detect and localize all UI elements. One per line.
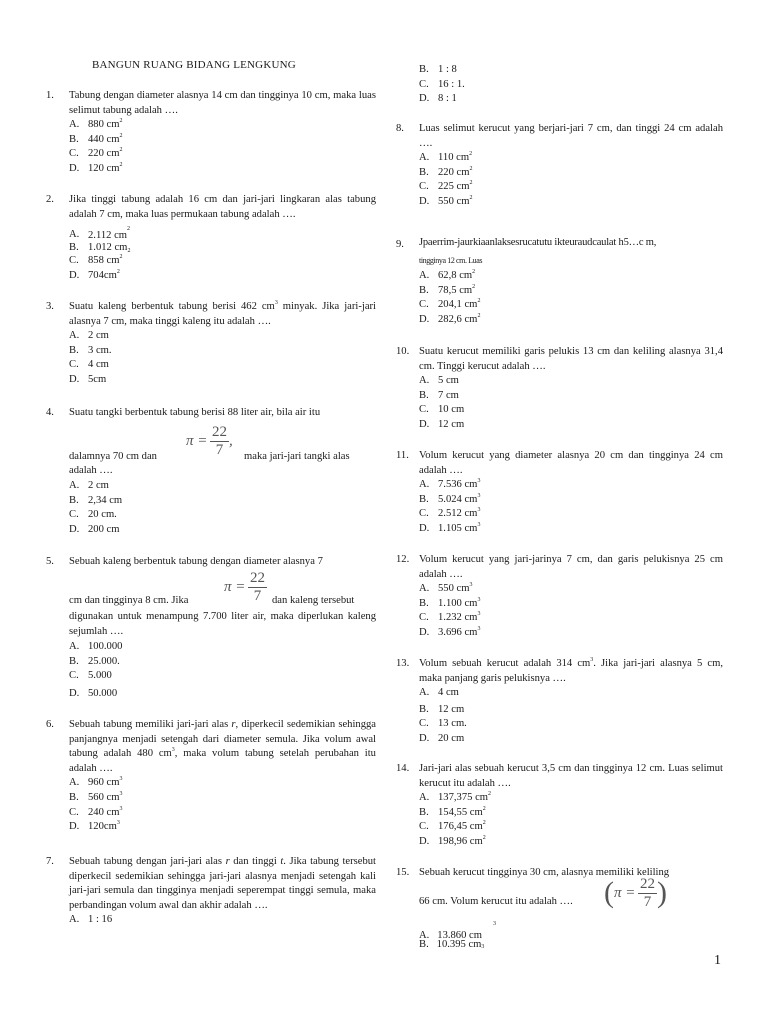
option-b: B. 3 cm. (69, 344, 112, 356)
question-number: 14. (396, 763, 410, 774)
question-stem: Tabung dengan diameter alasnya 14 cm dan tingginya 10 cm, maka luas selimut tabung adalah …. (69, 90, 376, 116)
option-d: D. 282,6 $cm^2$ (419, 312, 481, 325)
option-c: C. 10 cm (419, 404, 465, 416)
question-6 (46, 718, 376, 835)
question-15-line1: Sebuah kerucut tingginya 30 cm, alasnya memiliki keliling (419, 867, 670, 878)
question-7-options-continued (419, 63, 719, 107)
question-4-line2: dalamnya 70 cm dan π = $\frac{22}{7}$ , maka jari-jari tangki alas (69, 424, 350, 462)
option-a: A. 550 $cm^3$ (419, 582, 473, 595)
option-d: D. 8 : 1 (419, 93, 457, 105)
option-c: C. 204,1 $cm^2$ (419, 298, 481, 311)
option-b: B. 7 cm (419, 389, 459, 401)
option-a: A. 110 $cm^2$ (419, 151, 473, 164)
option-b: B. 2,34 cm (69, 494, 123, 506)
question-stem: Sebuah tabung dengan jari-jari alas r dan tinggi t. Jika tabung tersebut diperkecil sedemikian sehingga jari-jari alasnya menjadi setengah kali jari-jari semula dan tingginya menjadi seperempat tinggi semula, maka perbandingan volum awal dan akhir adalah …. (69, 856, 376, 911)
question-15-exp: 3 (493, 921, 496, 927)
option-b: B. 1.012 $cm^2$ (69, 242, 131, 254)
option-c: C. 176,45 $cm^2$ (419, 820, 486, 833)
question-stem: Suatu kerucut memiliki garis pelukis 13 cm dan keliling alasnya 31,4 cm. Tinggi kerucut adalah …. (419, 346, 723, 372)
option-b: B. 154,55 $cm^2$ (419, 805, 486, 818)
question-9-garbled-stem: Jpaerrim-jaurkiaanlaksesrucatutu ikteuraudcaulat h5…c m, (419, 237, 657, 248)
question-4-line1: Suatu tangki berbentuk tabung berisi 88 liter air, bila air itu (69, 407, 321, 418)
question-9-options (419, 269, 719, 327)
option-d: D. 20 cm (419, 732, 465, 744)
option-a: A. 2 cm (69, 330, 109, 342)
question-5-line2: cm dan tingginya 8 cm. Jika π = $\frac{22}{7}$ dan kaleng tersebut (69, 570, 355, 606)
option-a: A. 2 cm (69, 480, 109, 491)
question-9-number: 9. (396, 239, 404, 250)
option-c: C. 1.232 $cm^3$ (419, 611, 481, 624)
option-d: D. $120cm^3$ (69, 820, 120, 833)
question-3 (46, 300, 376, 388)
question-5-number: 5. (46, 556, 54, 567)
pi-fraction: $\frac{22}{7}$ (212, 424, 228, 458)
question-stem: Volum sebuah kerucut adalah 314 $cm^3$. Jika jari-jari alasnya 5 cm, maka panjang garis pelukisnya …. (419, 657, 723, 684)
option-c: C. 240 $cm^3$ (69, 805, 123, 818)
question-number: 6. (46, 719, 54, 730)
option-b: B. 78,5 $cm^2$ (419, 283, 476, 296)
question-number: 7. (46, 856, 54, 867)
question-10 (396, 345, 723, 433)
question-stem: Suatu kaleng berbentuk tabung berisi 462 $cm^3$ minyak. Jika jari-jari alasnya 7 cm, maka tinggi kaleng itu adalah …. (69, 300, 376, 327)
option-c: C. 20 cm. (69, 509, 117, 521)
pi-fraction: $\frac{22}{7}$ (640, 876, 656, 910)
option-a: A. 1 : 16 (69, 914, 113, 926)
question-5-line3: digunakan untuk menampung 7.700 liter air, maka diperlukan kaleng sejumlah …. (69, 611, 376, 637)
question-1 (46, 89, 376, 177)
pi-fraction: $\frac{22}{7}$ (250, 570, 266, 604)
option-c: C. 5.000 (69, 670, 112, 682)
option-b: B. 12 cm (419, 703, 465, 715)
option-a: A. 5 cm (419, 375, 459, 387)
question-5-line1: Sebuah kaleng berbentuk tabung dengan diameter alasnya 7 (69, 556, 323, 567)
question-number: 12. (396, 554, 410, 565)
option-b: B. 5.024 $cm^3$ (419, 492, 481, 505)
question-15-option-a: A. 13.860 cm (419, 930, 482, 941)
option-d: D. 550 $cm^2$ (419, 194, 473, 207)
option-b: B. 25.000. (69, 655, 120, 667)
question-13 (396, 657, 723, 747)
option-a: A. 2.112 $cm^2$ (69, 226, 131, 241)
option-c: C. 225 $cm^2$ (419, 180, 473, 193)
question-stem: Volum kerucut yang jari-jarinya 7 cm, dan garis pelukisnya 25 cm adalah …. (419, 554, 723, 580)
option-a: A. 880 $cm^2$ (69, 118, 123, 131)
option-c: C. 16 : 1. (419, 78, 465, 90)
question-number: 3. (46, 301, 54, 312)
question-number: 8. (396, 123, 404, 134)
option-b: B. 560 $cm^3$ (69, 790, 123, 803)
option-a: A. 137,375 $cm^2$ (419, 791, 492, 804)
question-8 (396, 122, 723, 210)
option-d: D. 1.105 $cm^3$ (419, 521, 481, 534)
option-c: C. 13 cm. (419, 718, 467, 730)
option-d: D. 3.696 $cm^3$ (419, 625, 481, 638)
question-15-option-b: B. 10.395 $cm^3$ (419, 939, 485, 950)
option-d: D. 12 cm (419, 418, 465, 430)
question-number: 11. (396, 450, 409, 461)
question-4-options (69, 479, 369, 537)
question-14 (396, 762, 723, 850)
option-b: B. 440 $cm^2$ (69, 132, 123, 145)
question-stem: Sebuah tabung memiliki jari-jari alas r, diperkecil sedemikian sehingga panjangnya menjadi setengah dari diameter semula. Jika volum awal tabung adalah 480 $cm^3$, maka volum tabung setelah perubahan itu adalah …. (69, 719, 376, 774)
question-15-line2: 66 cm. Volum kerucut itu adalah …. (419, 896, 573, 907)
question-stem: Volum kerucut yang diameter alasnya 20 cm dan tingginya 24 cm adalah …. (419, 450, 723, 476)
question-4-number: 4. (46, 407, 54, 418)
question-number: 1. (46, 90, 54, 101)
question-2-options (69, 226, 369, 283)
option-d: D. 198,96 $cm^2$ (419, 834, 486, 847)
option-b: B. 220 $cm^2$ (419, 165, 473, 178)
option-a: A. 4 cm (419, 687, 459, 699)
option-a: A. 100.000 (69, 641, 123, 652)
option-d: D. $704cm^2$ (69, 268, 120, 281)
option-d: D. 120 $cm^2$ (69, 161, 123, 174)
option-d: D. 50.000 (69, 687, 118, 699)
question-number: 10. (396, 346, 410, 357)
option-b: B. 1 : 8 (419, 64, 457, 75)
option-a: A. 62,8 $cm^2$ (419, 269, 476, 281)
question-12 (396, 553, 723, 641)
option-d: D. 5cm (69, 373, 107, 385)
question-15-number: 15. (396, 867, 410, 878)
question-stem: Luas selimut kerucut yang berjari-jari 7 cm, dan tinggi 24 cm adalah …. (419, 123, 723, 149)
option-a: A. 7.536 $cm^3$ (419, 478, 481, 491)
page-title: BANGUN RUANG BIDANG LENGKUNG (92, 59, 296, 71)
question-4-line3: adalah …. (69, 465, 113, 476)
option-b: B. 1.100 $cm^3$ (419, 596, 481, 609)
page-number: 1 (714, 953, 721, 968)
question-stem: Jari-jari alas sebuah kerucut 3,5 cm dan tingginya 12 cm. Luas selimut kerucut itu adalah …. (419, 763, 723, 789)
question-number: 13. (396, 658, 410, 669)
question-2 (46, 193, 376, 222)
option-d: D. 200 cm (69, 523, 120, 535)
question-15-pi-formula: (π = $\frac{22}{7}$ ) (604, 876, 668, 910)
question-11 (396, 449, 723, 537)
option-a: A. 960 $cm^3$ (69, 776, 123, 789)
option-c: C. 2.512 $cm^3$ (419, 507, 481, 520)
question-number: 2. (46, 194, 54, 205)
question-7 (46, 855, 376, 928)
option-c: C. 858 $cm^2$ (69, 254, 123, 266)
option-c: C. 220 $cm^2$ (69, 147, 123, 160)
question-stem: Jika tinggi tabung adalah 16 cm dan jari-jari lingkaran alas tabung adalah 7 cm, maka luas permukaan tabung adalah …. (69, 194, 376, 220)
question-5-options (69, 640, 369, 701)
option-c: C. 4 cm (69, 359, 109, 371)
question-9-small-text: tingginya 12 cm. Luas (419, 256, 483, 265)
